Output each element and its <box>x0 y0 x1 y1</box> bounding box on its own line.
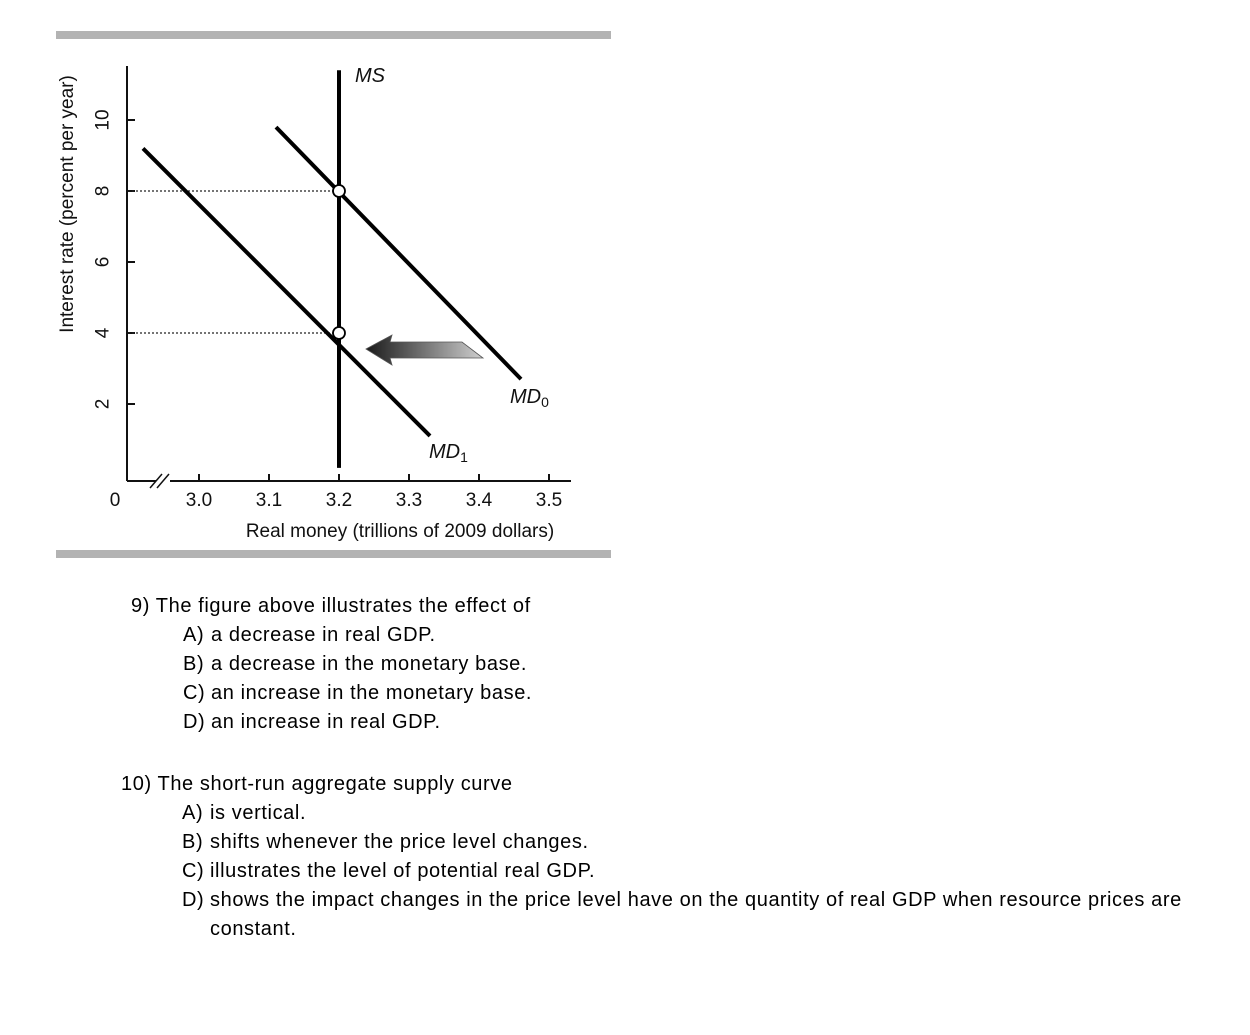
curve-label-main: MD <box>429 441 461 463</box>
curve-label-subscript: 0 <box>541 394 549 410</box>
curve-label-md0 <box>510 386 549 410</box>
equilibrium-point <box>333 185 345 197</box>
x-tick-label: 3.4 <box>465 490 493 511</box>
y-tick-label: 4 <box>92 327 114 339</box>
curve-md0 <box>276 127 521 379</box>
x-axis-title: Real money (trillions of 2009 dollars) <box>245 521 555 542</box>
y-axis-title: Interest rate (percent per year) <box>57 75 78 333</box>
curve-label-subscript: 1 <box>460 449 468 465</box>
choice-text: shows the impact changes in the price level have on the quantity of real GDP when resource prices are <box>210 889 1182 911</box>
y-tick-label: 6 <box>92 256 114 268</box>
x-tick-label: 3.2 <box>325 490 353 511</box>
y-tick-label: 10 <box>92 109 114 131</box>
x-tick-label: 3.0 <box>185 490 213 511</box>
choice-text: an increase in the monetary base. <box>211 682 533 704</box>
answer-choice[interactable] <box>182 857 595 886</box>
choice-text-continuation: constant. <box>210 918 297 940</box>
choice-text: an increase in real GDP. <box>211 711 441 733</box>
curve-label-ms <box>355 65 386 87</box>
shift-arrow-icon <box>366 335 483 365</box>
choice-letter: B) <box>182 831 204 853</box>
curve-md1 <box>143 148 430 436</box>
choice-text: shifts whenever the price level changes. <box>210 831 589 853</box>
choice-text: illustrates the level of potential real GDP. <box>210 860 596 882</box>
curve-label-main: MD <box>510 386 542 408</box>
x-tick-label: 3.5 <box>535 490 563 511</box>
question-stem: 10) The short-run aggregate supply curve <box>121 773 513 795</box>
figure-top-bar <box>56 31 611 39</box>
answer-choice[interactable] <box>182 886 1182 915</box>
answer-choice[interactable] <box>183 650 527 679</box>
curve-label-main: MS <box>355 65 385 87</box>
y-tick-label: 2 <box>92 398 114 410</box>
choice-letter: A) <box>183 624 205 646</box>
x-origin-label: 0 <box>109 490 121 511</box>
choice-letter: C) <box>182 860 205 882</box>
choice-letter: D) <box>183 711 206 733</box>
choice-letter: A) <box>182 802 204 824</box>
choice-text: is vertical. <box>210 802 307 824</box>
answer-choice[interactable] <box>182 799 306 828</box>
answer-choice[interactable] <box>182 828 589 857</box>
answer-choice[interactable] <box>183 679 532 708</box>
choice-letter: B) <box>183 653 205 675</box>
answer-choice[interactable] <box>183 708 441 737</box>
choice-text: a decrease in real GDP. <box>211 624 436 646</box>
choice-text: a decrease in the monetary base. <box>211 653 528 675</box>
x-tick-label: 3.1 <box>255 490 283 511</box>
curve-label-md1 <box>429 441 468 465</box>
question-stem: 9) The figure above illustrates the effect of <box>131 595 531 617</box>
choice-letter: C) <box>183 682 206 704</box>
figure-bottom-bar <box>56 550 611 558</box>
answer-choice[interactable] <box>183 621 436 650</box>
equilibrium-point <box>333 327 345 339</box>
y-tick-label: 8 <box>92 185 114 197</box>
x-tick-label: 3.3 <box>395 490 423 511</box>
choice-letter: D) <box>182 889 205 911</box>
